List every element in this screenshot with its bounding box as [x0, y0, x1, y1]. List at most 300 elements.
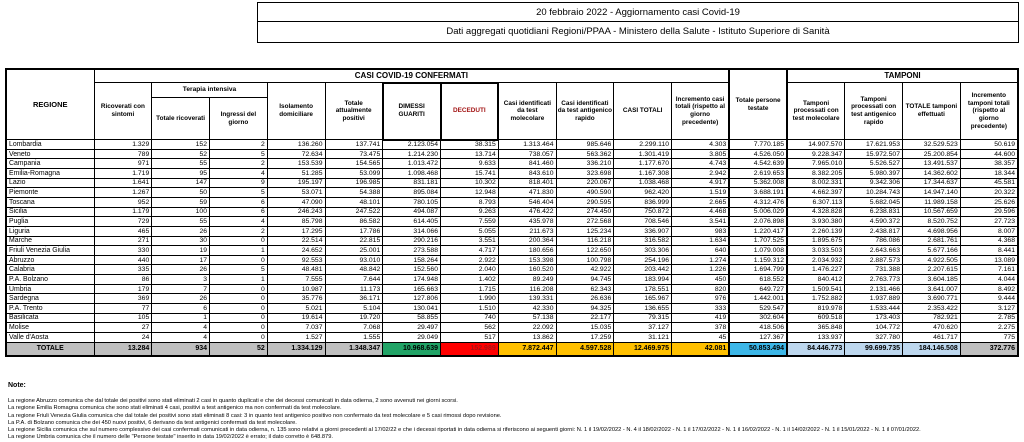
covid-data-table [5, 68, 1019, 357]
value-cell: 122.650 [556, 246, 614, 256]
value-cell: 2.942 [672, 169, 730, 179]
value-cell: 5.104 [325, 303, 383, 313]
value-cell: 18.344 [960, 169, 1018, 179]
report-subtitle: Dati aggregati quotidiani Regioni/PPAA - Ministero della Salute - Istituto Superiore di Sanità [446, 26, 830, 37]
value-cell: 95 [152, 169, 210, 179]
value-cell: 3.541 [672, 217, 730, 227]
value-cell: 24 [94, 332, 152, 342]
value-cell: 327.780 [845, 332, 903, 342]
value-cell: 62.343 [556, 284, 614, 294]
value-cell: 19 [152, 246, 210, 256]
value-cell: 2.681.761 [903, 236, 961, 246]
column-header-regione: REGIONE [6, 69, 94, 140]
value-cell: 79.315 [614, 313, 672, 323]
value-cell: 47.090 [267, 197, 325, 207]
value-cell: 211.673 [498, 226, 556, 236]
table-row [6, 323, 1018, 333]
value-cell: 708.546 [614, 217, 672, 227]
column-header-deceduti: DECEDUTI [441, 83, 499, 140]
value-cell: 2 [210, 226, 268, 236]
value-cell: 5.006.029 [729, 207, 787, 217]
table-row [6, 313, 1018, 323]
value-cell: 274.450 [556, 207, 614, 217]
notes-section [8, 382, 1018, 442]
value-cell: 840.412 [787, 275, 845, 285]
value-cell: 6 [210, 207, 268, 217]
value-cell: 137.741 [325, 140, 383, 150]
value-cell: 15.741 [441, 169, 499, 179]
value-cell: 92.553 [267, 255, 325, 265]
value-cell: 563.362 [556, 149, 614, 159]
value-cell: 104.772 [845, 323, 903, 333]
value-cell: 17.259 [556, 332, 614, 342]
table-header [6, 69, 1018, 140]
region-name: Puglia [6, 217, 94, 227]
value-cell: 323.698 [556, 169, 614, 179]
column-header-incremento-casi: Incremento casi totali (rispetto al giorno precedente) [672, 83, 730, 140]
value-cell: 2.123.054 [383, 140, 441, 150]
note-item: La regione Sicilia comunica che sul numero complessivo dei casi confermati comunicati in data odierna, n. 135 sono relativi a giorni precedenti al 17/02/22 e che i decessi riportati in data odierna si riferiscono ai seguenti giorni: N. 1 il 19/02/2022 - N. 4 il 18/02/2022 - N. 1 il 17/02/2022 - N. 1 il 16/02/2022 - N. 1 il 14/02/2022 - N. 1 il 15/01/2022 - N. 1 il 07/01/2022. [8, 427, 921, 434]
value-cell: 729 [94, 217, 152, 227]
value-cell: 1.895.675 [787, 236, 845, 246]
notes-list [8, 398, 1018, 442]
value-cell: 133.937 [787, 332, 845, 342]
value-cell: 165.663 [383, 284, 441, 294]
value-cell: 2.619.653 [729, 169, 787, 179]
value-cell: 5 [210, 149, 268, 159]
value-cell: 2.438.817 [845, 226, 903, 236]
value-cell: 35.776 [267, 294, 325, 304]
value-cell: 782.921 [903, 313, 961, 323]
value-cell: 786.086 [845, 236, 903, 246]
value-cell: 3.551 [441, 236, 499, 246]
value-cell: 7.644 [325, 275, 383, 285]
value-cell: 105 [94, 313, 152, 323]
value-cell: 20.322 [960, 188, 1018, 198]
value-cell: 15.972.507 [845, 149, 903, 159]
value-cell: 158.264 [383, 255, 441, 265]
value-cell: 3.688.191 [729, 188, 787, 198]
value-cell: 38.315 [441, 140, 499, 150]
value-cell: 139.331 [498, 294, 556, 304]
value-cell: 13.284 [94, 342, 152, 356]
value-cell: 29.596 [960, 207, 1018, 217]
value-cell: 93.010 [325, 255, 383, 265]
value-cell: 73.475 [325, 149, 383, 159]
value-cell: 130.041 [383, 303, 441, 313]
value-cell: 22.514 [267, 236, 325, 246]
table-row [6, 159, 1018, 169]
value-cell: 2.299.110 [614, 140, 672, 150]
value-cell: 3.604.185 [903, 275, 961, 285]
value-cell: 2.207.615 [903, 265, 961, 275]
value-cell: 4.328.828 [787, 207, 845, 217]
value-cell: 2.034.932 [787, 255, 845, 265]
value-cell: 1.329 [94, 140, 152, 150]
value-cell: 2.353.422 [903, 303, 961, 313]
value-cell: 418.506 [729, 323, 787, 333]
value-cell: 1.641 [94, 178, 152, 188]
value-cell: 2 [210, 159, 268, 169]
value-cell: 4 [152, 332, 210, 342]
value-cell: 1.990 [441, 294, 499, 304]
value-cell: 4.044 [960, 275, 1018, 285]
value-cell: 152 [152, 140, 210, 150]
region-name: P.A. Bolzano [6, 275, 94, 285]
value-cell: 1.519 [672, 188, 730, 198]
table-row [6, 188, 1018, 198]
region-name: Campania [6, 159, 94, 169]
region-name: Basilicata [6, 313, 94, 323]
value-cell: 7 [152, 284, 210, 294]
value-cell: 4.468 [672, 207, 730, 217]
value-cell: 4.526.050 [729, 149, 787, 159]
value-cell: 29.049 [383, 332, 441, 342]
value-cell: 1.079.008 [729, 246, 787, 256]
value-cell: 333 [672, 303, 730, 313]
value-cell: 290.595 [556, 197, 614, 207]
table-row [6, 236, 1018, 246]
value-cell: 490.590 [556, 188, 614, 198]
value-cell: 136.655 [614, 303, 672, 313]
region-name: Emilia-Romagna [6, 169, 94, 179]
total-label: TOTALE [6, 342, 94, 356]
value-cell: 9.342.306 [845, 178, 903, 188]
value-cell: 2.785 [960, 313, 1018, 323]
note-item: La regione Emilia Romagna comunica che sono stati eliminati 4 casi, positivi a test antigenico ma non confermati da test molecolare. [8, 405, 342, 412]
value-cell: 9.444 [960, 294, 1018, 304]
value-cell: 10.284.743 [845, 188, 903, 198]
value-cell: 271 [94, 236, 152, 246]
value-cell: 1 [210, 275, 268, 285]
value-cell: 30 [152, 236, 210, 246]
value-cell: 303.306 [614, 246, 672, 256]
value-cell: 1.167.308 [614, 169, 672, 179]
value-cell: 26 [152, 226, 210, 236]
value-cell: 99.699.735 [845, 342, 903, 356]
region-name: Umbria [6, 284, 94, 294]
value-cell: 22.815 [325, 236, 383, 246]
column-header-totale-ricoverati: Totale ricoverati [152, 98, 210, 140]
value-cell: 335 [94, 265, 152, 275]
value-cell: 1 [210, 246, 268, 256]
value-cell: 27 [94, 323, 152, 333]
value-cell: 7.037 [267, 323, 325, 333]
value-cell: 42.081 [672, 342, 730, 356]
value-cell: 147 [152, 178, 210, 188]
value-cell: 3.805 [672, 149, 730, 159]
value-cell: 4.597.528 [556, 342, 614, 356]
value-cell: 53.071 [267, 188, 325, 198]
value-cell: 3.033.503 [787, 246, 845, 256]
value-cell: 4 [210, 169, 268, 179]
value-cell: 775 [960, 332, 1018, 342]
value-cell: 450 [672, 275, 730, 285]
value-cell: 843.610 [498, 169, 556, 179]
value-cell: 86 [94, 275, 152, 285]
value-cell: 372.776 [960, 342, 1018, 356]
value-cell: 116.218 [556, 236, 614, 246]
region-name: Liguria [6, 226, 94, 236]
value-cell: 6 [210, 197, 268, 207]
column-header-totale-tamponi: TOTALE tamponi effettuati [903, 83, 961, 140]
value-cell: 476.422 [498, 207, 556, 217]
value-cell: 4.312.476 [729, 197, 787, 207]
column-header-dimessi-guariti: DIMESSI GUARITI [383, 83, 441, 140]
value-cell: 1.274 [672, 255, 730, 265]
value-cell: 100.798 [556, 255, 614, 265]
value-cell: 14.362.602 [903, 169, 961, 179]
region-name: Sicilia [6, 207, 94, 217]
value-cell: 6.307.113 [787, 197, 845, 207]
value-cell: 0 [210, 294, 268, 304]
value-cell: 440 [94, 255, 152, 265]
value-cell: 2.763.773 [845, 275, 903, 285]
value-cell: 330 [94, 246, 152, 256]
value-cell: 165.967 [614, 294, 672, 304]
group-header-casi-confermati: CASI COVID-19 CONFERMATI [94, 69, 729, 83]
value-cell: 10.302 [441, 178, 499, 188]
value-cell: 836.999 [614, 197, 672, 207]
value-cell: 19.720 [325, 313, 383, 323]
column-header-persone-testate: Totale persone testate [729, 69, 787, 140]
value-cell: 125.234 [556, 226, 614, 236]
value-cell: 7.161 [960, 265, 1018, 275]
table-row [6, 217, 1018, 227]
value-cell: 13.714 [441, 149, 499, 159]
value-cell: 1.402 [441, 275, 499, 285]
value-cell: 2.076.898 [729, 217, 787, 227]
value-cell: 1.301.419 [614, 149, 672, 159]
value-cell: 10.968.639 [383, 342, 441, 356]
value-cell: 17.621.953 [845, 140, 903, 150]
value-cell: 2.643.663 [845, 246, 903, 256]
value-cell: 42.330 [498, 303, 556, 313]
value-cell: 461.717 [903, 332, 961, 342]
table-row [6, 332, 1018, 342]
value-cell: 15.035 [556, 323, 614, 333]
value-cell: 0 [210, 284, 268, 294]
value-cell: 77 [94, 303, 152, 313]
value-cell: 4.542.639 [729, 159, 787, 169]
value-cell: 1.442.001 [729, 294, 787, 304]
value-cell: 24.652 [267, 246, 325, 256]
value-cell: 2.131.466 [845, 284, 903, 294]
column-header-casi-antigenico: Casi identificati da test antigenico rapido [556, 83, 614, 140]
value-cell: 10.567.659 [903, 207, 961, 217]
value-cell: 59 [152, 197, 210, 207]
value-cell: 127.806 [383, 294, 441, 304]
value-cell: 369 [94, 294, 152, 304]
value-cell: 819.978 [787, 303, 845, 313]
value-cell: 51.285 [267, 169, 325, 179]
value-cell: 7.559 [441, 217, 499, 227]
value-cell: 5.980.397 [845, 169, 903, 179]
value-cell: 435.978 [498, 217, 556, 227]
region-name: P.A. Trento [6, 303, 94, 313]
value-cell: 9.263 [441, 207, 499, 217]
value-cell: 136.260 [267, 140, 325, 150]
value-cell: 4.917 [672, 178, 730, 188]
value-cell: 22.177 [556, 313, 614, 323]
report-title-box [257, 2, 1019, 43]
value-cell: 52 [152, 149, 210, 159]
value-cell: 731.388 [845, 265, 903, 275]
value-cell: 971 [94, 159, 152, 169]
value-cell: 1.694.799 [729, 265, 787, 275]
value-cell: 750.872 [614, 207, 672, 217]
value-cell: 546.404 [498, 197, 556, 207]
value-cell: 465 [94, 226, 152, 236]
value-cell: 895.084 [383, 188, 441, 198]
value-cell: 0 [210, 323, 268, 333]
region-name: Molise [6, 323, 94, 333]
value-cell: 6.238.831 [845, 207, 903, 217]
value-cell: 1.509.541 [787, 284, 845, 294]
value-cell: 7.068 [325, 323, 383, 333]
value-cell: 17.295 [267, 226, 325, 236]
value-cell: 1.527 [267, 332, 325, 342]
value-cell: 4.743 [672, 159, 730, 169]
value-cell: 48.481 [267, 265, 325, 275]
value-cell: 952 [94, 197, 152, 207]
column-header-tamponi-antigenico: Tamponi processati con test antigenico rapido [845, 83, 903, 140]
value-cell: 153.398 [498, 255, 556, 265]
value-cell: 72.634 [267, 149, 325, 159]
value-cell: 1.159.312 [729, 255, 787, 265]
value-cell: 1.098.468 [383, 169, 441, 179]
value-cell: 89.249 [498, 275, 556, 285]
value-cell: 365.848 [787, 323, 845, 333]
value-cell: 85.798 [267, 217, 325, 227]
value-cell: 336.907 [614, 226, 672, 236]
value-cell: 1.533.444 [845, 303, 903, 313]
value-cell: 1.707.525 [729, 236, 787, 246]
column-header-attualmente-positivi: Totale attualmente positivi [325, 83, 383, 140]
value-cell: 8.002.331 [787, 178, 845, 188]
column-header-casi-totali: CASI TOTALI [614, 83, 672, 140]
value-cell: 1.226 [672, 265, 730, 275]
value-cell: 11.989.158 [903, 197, 961, 207]
value-cell: 6 [152, 303, 210, 313]
value-cell: 1.334.129 [267, 342, 325, 356]
table-row [6, 284, 1018, 294]
table-row [6, 140, 1018, 150]
region-name: Lombardia [6, 140, 94, 150]
value-cell: 738.057 [498, 149, 556, 159]
value-cell: 1.510 [441, 303, 499, 313]
region-name: Lazio [6, 178, 94, 188]
value-cell: 45 [672, 332, 730, 342]
value-cell: 9.633 [441, 159, 499, 169]
value-cell: 934 [152, 342, 210, 356]
value-cell: 152.560 [383, 265, 441, 275]
value-cell: 1.038.468 [614, 178, 672, 188]
value-cell: 789 [94, 149, 152, 159]
value-cell: 962.420 [614, 188, 672, 198]
value-cell: 86.582 [325, 217, 383, 227]
value-cell: 0 [210, 313, 268, 323]
value-cell: 11.173 [325, 284, 383, 294]
value-cell: 529.547 [729, 303, 787, 313]
group-header-tamponi: TAMPONI [787, 69, 1018, 83]
value-cell: 254.196 [614, 255, 672, 265]
region-name: Veneto [6, 149, 94, 159]
value-cell: 100 [152, 207, 210, 217]
table-row [6, 294, 1018, 304]
table-row [6, 275, 1018, 285]
value-cell: 8.520.752 [903, 217, 961, 227]
value-cell: 4.717 [441, 246, 499, 256]
value-cell: 9.228.347 [787, 149, 845, 159]
value-cell: 1.220.417 [729, 226, 787, 236]
value-cell: 1.348.347 [325, 342, 383, 356]
value-cell: 7.770.185 [729, 140, 787, 150]
value-cell: 3 [152, 275, 210, 285]
column-header-incremento-tamponi: Incremento tamponi totali (rispetto al giorno precedente) [960, 83, 1018, 140]
value-cell: 983 [672, 226, 730, 236]
value-cell: 247.522 [325, 207, 383, 217]
column-header-tamponi-molecolare: Tamponi processati con test molecolare [787, 83, 845, 140]
value-cell: 471.830 [498, 188, 556, 198]
value-cell: 10.987 [267, 284, 325, 294]
value-cell: 2.922 [441, 255, 499, 265]
value-cell: 36.171 [325, 294, 383, 304]
column-header-ingressi-giorno: Ingressi del giorno [210, 98, 268, 140]
value-cell: 9 [210, 178, 268, 188]
value-cell: 5.021 [267, 303, 325, 313]
value-cell: 7.555 [267, 275, 325, 285]
value-cell: 26.636 [556, 294, 614, 304]
value-cell: 196.985 [325, 178, 383, 188]
value-cell: 38.357 [960, 159, 1018, 169]
region-name: Toscana [6, 197, 94, 207]
value-cell: 820 [672, 284, 730, 294]
value-cell: 517 [441, 332, 499, 342]
value-cell: 0 [210, 303, 268, 313]
value-cell: 174.948 [383, 275, 441, 285]
value-cell: 3.127 [960, 303, 1018, 313]
value-cell: 640 [672, 246, 730, 256]
value-cell: 50 [152, 188, 210, 198]
value-cell: 1.476.227 [787, 265, 845, 275]
value-cell: 3.690.771 [903, 294, 961, 304]
value-cell: 976 [672, 294, 730, 304]
value-cell: 562 [441, 323, 499, 333]
value-cell: 84.446.773 [787, 342, 845, 356]
value-cell: 316.582 [614, 236, 672, 246]
value-cell: 160.520 [498, 265, 556, 275]
value-cell: 13.862 [498, 332, 556, 342]
region-name: Sardegna [6, 294, 94, 304]
value-cell: 180.656 [498, 246, 556, 256]
value-cell: 203.442 [614, 265, 672, 275]
value-cell: 1.719 [94, 169, 152, 179]
value-cell: 618.552 [729, 275, 787, 285]
value-cell: 1 [152, 313, 210, 323]
total-row [6, 342, 1018, 356]
value-cell: 154.565 [325, 159, 383, 169]
value-cell: 13.491.537 [903, 159, 961, 169]
value-cell: 58.855 [383, 313, 441, 323]
report-title: 20 febbraio 2022 - Aggiornamento casi Covid-19 [258, 3, 1018, 22]
value-cell: 54.388 [325, 188, 383, 198]
value-cell: 314.066 [383, 226, 441, 236]
value-cell: 32.529.523 [903, 140, 961, 150]
note-item: La regione Abruzzo comunica che dal totale dei positivi sono stati eliminati 2 casi in quanto duplicati e che dei decessi comunicati in data odierna, 2 sono avvenuti nei giorni scorsi. [8, 398, 458, 404]
value-cell: 179 [94, 284, 152, 294]
value-cell: 17.786 [325, 226, 383, 236]
